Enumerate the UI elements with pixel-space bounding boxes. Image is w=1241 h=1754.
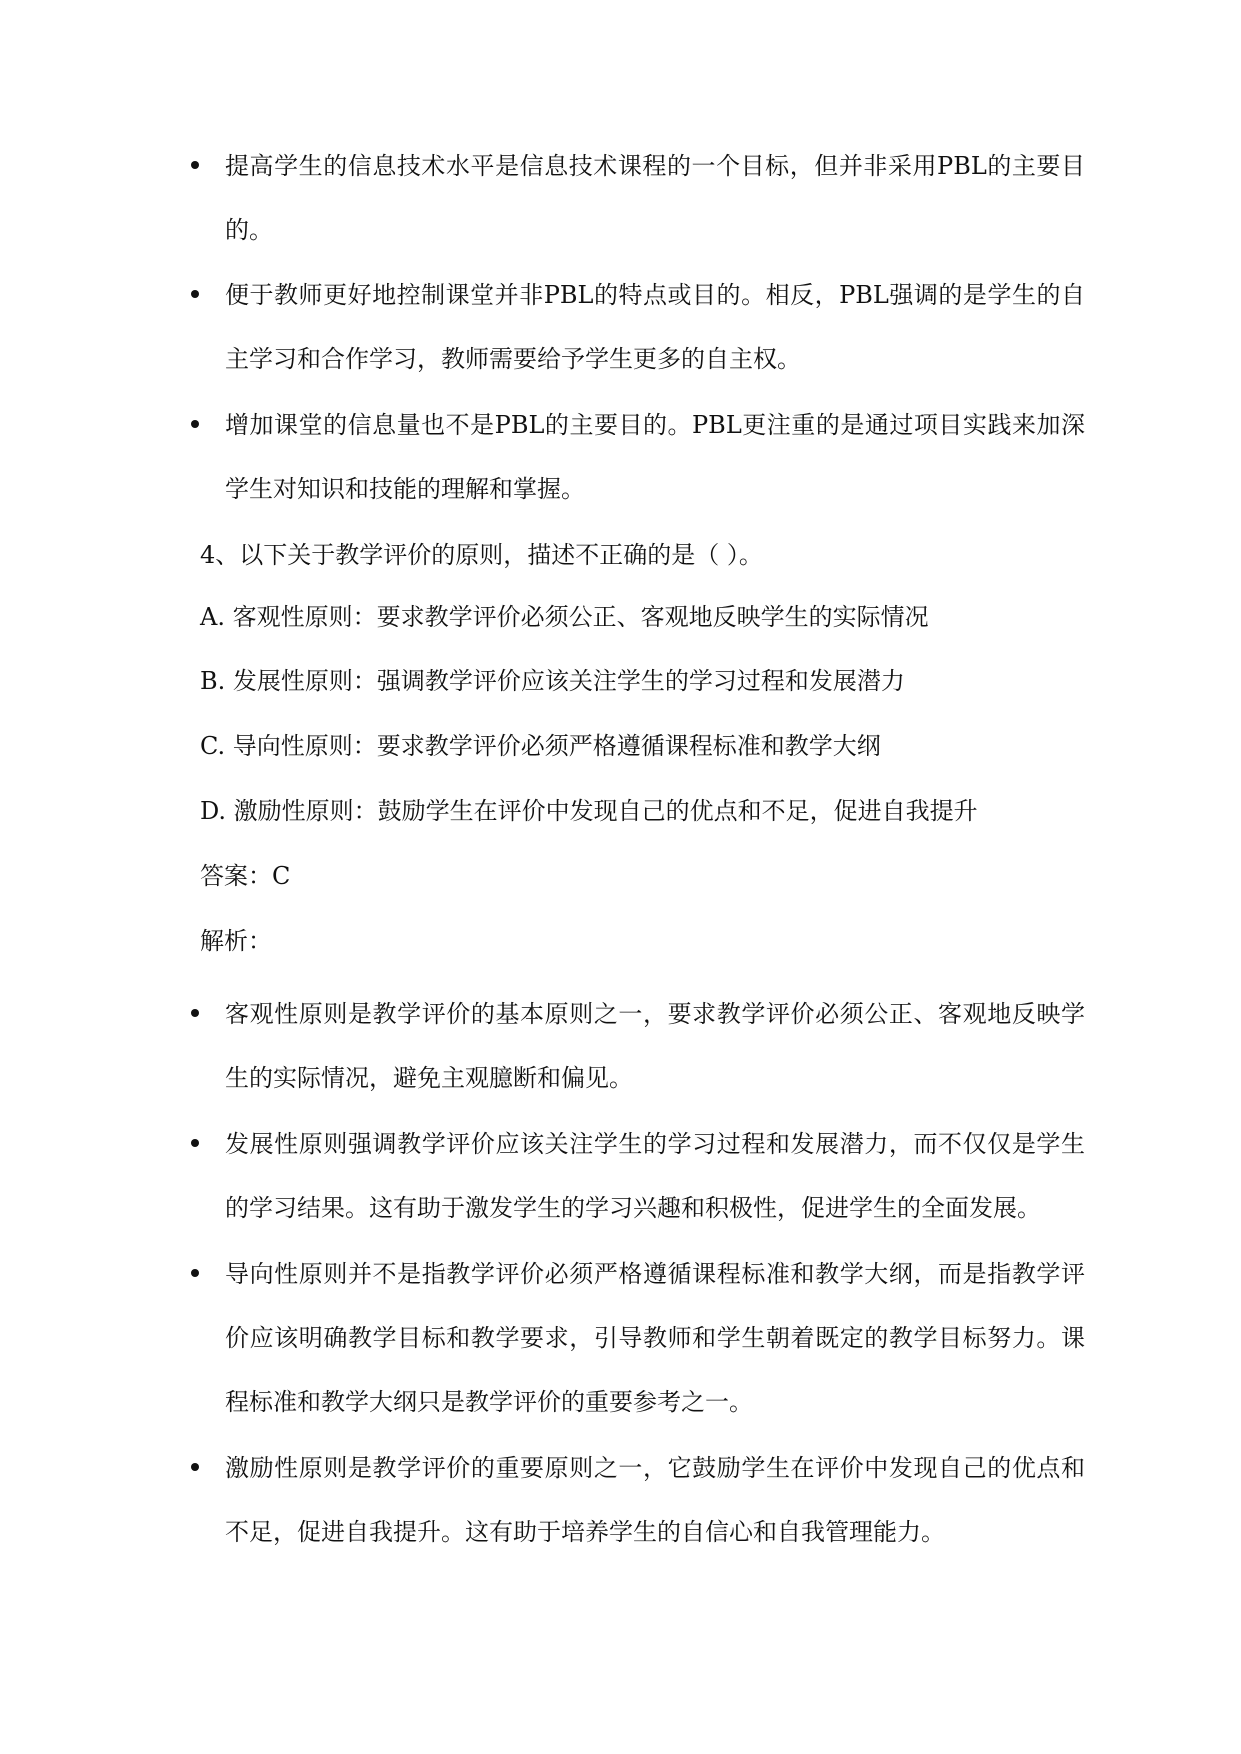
bullet-icon [191,1463,199,1471]
bullet-text: 激励性原则是教学评价的重要原则之一，它鼓励学生在评价中发现自己的优点和不足，促进自我提升。这有助于培养学生的自信心和自我管理能力。 [225,1454,1085,1546]
option-a: A. 客观性原则：要求教学评价必须公正、客观地反映学生的实际情况 [200,603,929,631]
option-d: D. 激励性原则：鼓励学生在评价中发现自己的优点和不足，促进自我提升 [200,797,978,825]
bullet-text: 便于教师更好地控制课堂并非PBL的特点或目的。相反，PBL强调的是学生的自主学习和合作学习，教师需要给予学生更多的自主权。 [225,281,1085,373]
option-b: B. 发展性原则：强调教学评价应该关注学生的学习过程和发展潜力 [200,667,905,695]
bullet-text: 发展性原则强调教学评价应该关注学生的学习过程和发展潜力，而不仅仅是学生的学习结果。这有助于激发学生的学习兴趣和积极性，促进学生的全面发展。 [225,1130,1085,1222]
list-item [225,1436,1085,1564]
bullet-icon [191,1269,199,1277]
list-item [225,1242,1085,1434]
analysis-label: 解析： [200,927,272,955]
question-stem: 4、以下关于教学评价的原则，描述不正确的是（ ）。 [200,541,763,569]
bullet-icon [191,290,199,298]
list-item [225,134,1085,262]
option-c: C. 导向性原则：要求教学评价必须严格遵循课程标准和教学大纲 [200,732,881,760]
list-item [225,393,1085,521]
bullet-text: 增加课堂的信息量也不是PBL的主要目的。PBL更注重的是通过项目实践来加深学生对知识和技能的理解和掌握。 [225,411,1085,503]
list-item [225,1112,1085,1240]
bullet-icon [191,420,199,428]
bullet-text: 客观性原则是教学评价的基本原则之一，要求教学评价必须公正、客观地反映学生的实际情况，避免主观臆断和偏见。 [225,1000,1085,1092]
bullet-icon [191,161,199,169]
bullet-icon [191,1009,199,1017]
bullet-text: 提高学生的信息技术水平是信息技术课程的一个目标，但并非采用PBL的主要目的。 [225,152,1085,244]
list-item [225,982,1085,1110]
list-item [225,263,1085,391]
bullet-icon [191,1139,199,1147]
answer-line: 答案：C [200,862,291,890]
bullet-text: 导向性原则并不是指教学评价必须严格遵循课程标准和教学大纲，而是指教学评价应该明确教学目标和教学要求，引导教师和学生朝着既定的教学目标努力。课程标准和教学大纲只是教学评价的重要参考之一。 [225,1260,1085,1416]
